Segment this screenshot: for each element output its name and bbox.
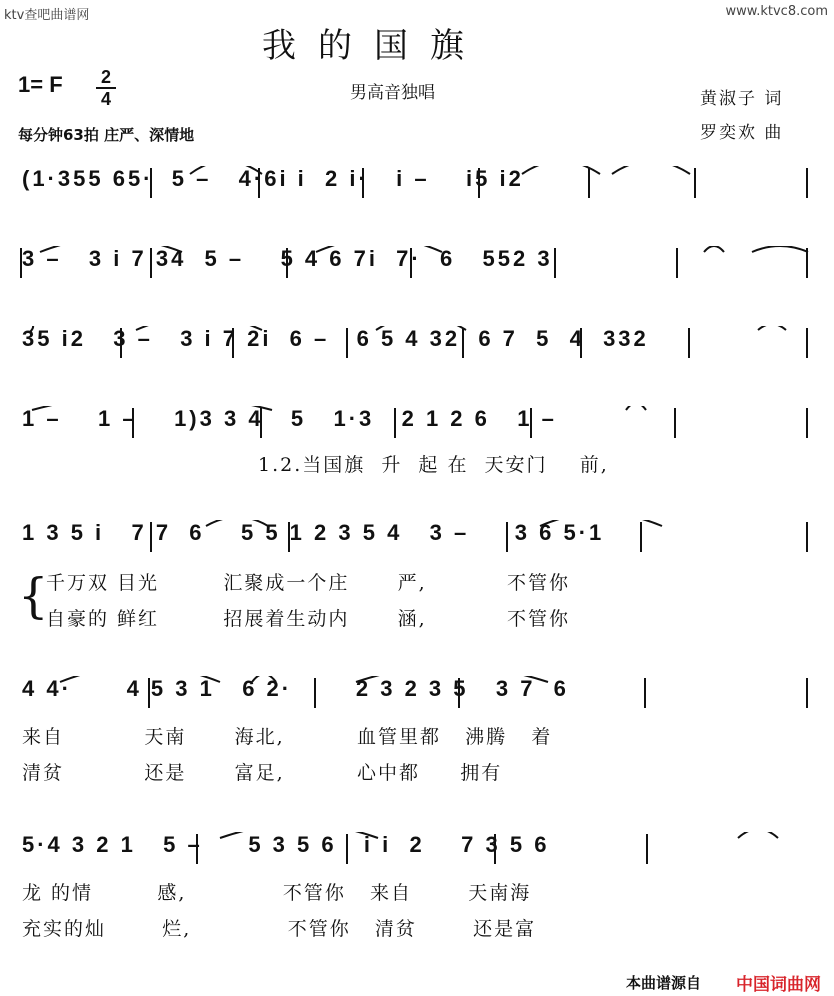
tie-marks-row-3 — [0, 326, 834, 366]
notes-row-6: 4 4· 4 5 3 1 6 2· 2 3 2 3 5 3 7 6 — [22, 676, 569, 701]
score-row-1 — [0, 166, 834, 206]
watermark-right: www.ktvc8.com — [725, 4, 828, 19]
composer-credit: 罗奕欢 曲 — [700, 123, 784, 143]
watermark-left: ktv查吧曲谱网 — [4, 8, 90, 23]
score-row-2 — [0, 246, 834, 286]
time-signature-top: 2 — [100, 67, 111, 87]
lyric-row-5-verse-2: 自豪的 鲜红 招展着生动内 涵, 不管你 — [46, 608, 571, 630]
lyric-row-5-verse-1: 千万双 目光 汇聚成一个庄 严, 不管你 — [46, 572, 571, 594]
score-row-6 — [0, 676, 834, 716]
lyric-row-6-verse-1: 来自 天南 海北, 血管里都 沸腾 着 — [22, 726, 553, 748]
notes-row-1: (1·355 65· 5 – 4·6i i 2 i· i – i5 i2 — [22, 166, 533, 191]
time-signature — [96, 68, 116, 108]
score-row-7 — [0, 832, 834, 872]
notes-row-3: 35 i2 3 – 3 i 7 2i 6 – 6 5 4 32 6 7 5 4 332 — [22, 326, 649, 351]
tie-marks-row-4 — [0, 406, 834, 446]
lyricist-credit: 黄淑子 词 — [700, 89, 784, 109]
footer-site-link[interactable]: 中国词曲网 — [736, 975, 821, 995]
lyric-row-4: 1.2.当国旗 升 起 在 天安门 前, — [258, 454, 609, 476]
performance-note: 男高音独唱 — [350, 83, 435, 103]
score-row-4 — [0, 406, 834, 446]
score-row-3 — [0, 326, 834, 366]
lyric-row-7-verse-1: 龙 的情 感, 不管你 来自 天南海 — [22, 882, 532, 904]
notes-row-7: 5·4 3 2 1 5 – 5 3 5 6 i i 2 7 3 5 6 — [22, 832, 550, 857]
song-title: 我的国旗 — [262, 26, 486, 66]
notes-row-2: 3 – 3 i 7 34 5 – 5 4 6 7i 7· 6 552 3 — [22, 246, 553, 271]
tie-marks-row-5 — [0, 520, 834, 560]
tie-marks-row-1 — [0, 166, 834, 206]
verse-brace: { — [18, 568, 49, 624]
tempo-marking: 每分钟63拍 庄严、深情地 — [18, 126, 195, 144]
key-signature: 1= F — [18, 72, 63, 97]
score-row-5 — [0, 520, 834, 560]
notes-row-4: 1 – 1 – 1)3 3 4 5 1·3 2 1 2 6 1 – — [22, 406, 557, 431]
tie-marks-row-6 — [0, 676, 834, 716]
tie-marks-row-2 — [0, 246, 834, 286]
footer-source-label: 本曲谱源自 — [626, 974, 702, 992]
lyric-row-7-verse-2: 充实的灿 烂, 不管你 清贫 还是富 — [22, 918, 537, 940]
tie-marks-row-7 — [0, 832, 834, 872]
lyric-row-6-verse-2: 清贫 还是 富足, 心中都 拥有 — [22, 762, 503, 784]
notes-row-5: 1 3 5 i 7 7 6 5 5 1 2 3 5 4 3 – 3 6 5·1 — [22, 520, 605, 545]
time-signature-bottom: 4 — [100, 89, 111, 109]
